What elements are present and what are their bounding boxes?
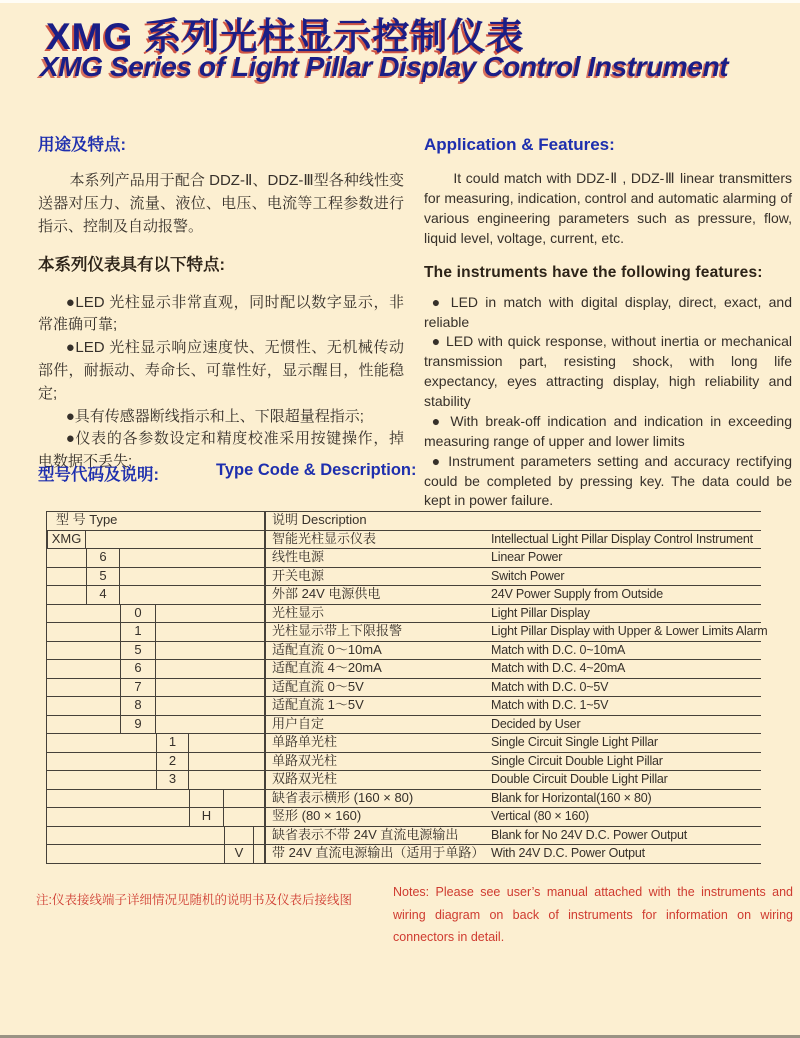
description-zh-cell: 单路双光柱 <box>272 752 338 768</box>
table-row <box>47 568 761 587</box>
type-code-cell: V <box>224 845 254 863</box>
feature-list-zh <box>38 292 404 474</box>
description-zh-cell: 适配直流 0～10mA <box>272 641 382 657</box>
table-header-row <box>47 512 761 531</box>
description-zh-cell: 单路单光柱 <box>272 734 338 749</box>
page-title-en: XMG Series of Light Pillar Display Control Instrument <box>40 51 729 82</box>
description-zh-cell: 适配直流 4～20mA <box>272 660 382 675</box>
application-heading-en: Application & Features: <box>424 135 615 154</box>
type-code-cell: 9 <box>120 716 156 734</box>
table-row <box>47 716 761 735</box>
description-zh-cell: 竖形 (80 × 160) <box>272 808 362 823</box>
description-column-header: 说明 Description <box>272 512 367 527</box>
application-paragraph-zh: 本系列产品用于配合 DDZ-Ⅱ、DDZ-Ⅲ型各种线性变送器对压力、流量、液位、电压、电流等工程参数进行指示、控制及自动报警。 <box>38 172 404 235</box>
type-code-cell: 6 <box>120 660 156 678</box>
description-en-cell: Vertical (80 × 160) <box>491 809 589 823</box>
type-code-cell: H <box>189 808 224 826</box>
table-row <box>47 697 761 716</box>
table-row <box>47 642 761 661</box>
feature-item-en: ● With break-off indication and indication in exceeding measuring range of upper and lower limits <box>424 412 792 449</box>
type-code-cell: 3 <box>156 771 189 789</box>
type-code-section-heading <box>38 461 417 484</box>
application-section-en <box>424 133 792 511</box>
description-en-cell: Light Pillar Display with Upper & Lower Limits Alarm <box>491 624 768 638</box>
type-code-cell: XMG <box>47 531 86 549</box>
description-en-cell: Blank for Horizontal(160 × 80) <box>491 790 652 805</box>
description-en-cell: Blank for No 24V D.C. Power Output <box>491 827 688 842</box>
feature-item-zh: ●LED 光柱显示响应速度快、无惯性、无机械传动部件，耐振动、寿命长、可靠性好，显示醒目，性能稳定; <box>38 339 404 402</box>
table-row <box>47 771 761 790</box>
footnote-en: Notes: Please see user’s manual attached with the instruments and wiring diagram on back of instruments for information on wiring connectors in detail. <box>393 885 793 944</box>
description-en-cell: Switch Power <box>491 568 565 583</box>
table-row <box>47 549 761 568</box>
description-en-cell: Match with D.C. 1~5V <box>491 698 609 712</box>
type-code-cell: 8 <box>120 697 156 715</box>
description-en-cell: Match with D.C. 4~20mA <box>491 661 626 675</box>
features-heading-en: The instruments have the following features: <box>424 263 763 281</box>
table-row <box>47 790 761 809</box>
description-zh-cell: 用户自定 <box>272 715 325 731</box>
type-code-table <box>46 511 768 864</box>
table-row <box>47 679 761 698</box>
description-en-cell: Single Circuit Double Light Pillar <box>491 753 663 768</box>
description-en-cell: Match with D.C. 0~10mA <box>491 642 626 657</box>
description-zh-cell: 适配直流 0～5V <box>272 678 364 694</box>
description-zh-cell: 适配直流 1～5V <box>272 697 364 712</box>
feature-item-en: ● Instrument parameters setting and accuracy rectifying could be completed by pressing key. The data could be kept in power failure. <box>424 452 792 509</box>
description-en-cell: Match with D.C. 0~5V <box>491 679 609 694</box>
type-column-header: 型 号 Type <box>56 512 118 527</box>
type-code-cell: 5 <box>86 568 120 586</box>
type-code-cell: 0 <box>120 605 156 623</box>
table-row <box>47 531 761 550</box>
feature-item-zh: ●LED 光柱显示非常直观，同时配以数字显示，非常准确可靠; <box>38 293 404 334</box>
description-en-cell: Linear Power <box>491 550 563 564</box>
application-section-zh <box>38 133 404 474</box>
footnote-zh: 注:仪表接线端子详细情况见随机的说明书及仪表后接线图 <box>36 893 352 907</box>
type-code-cell: 2 <box>156 753 189 771</box>
description-zh-cell: 线性电源 <box>272 549 325 564</box>
table-row <box>47 845 761 864</box>
application-paragraph-en: It could match with DDZ-Ⅱ , DDZ-Ⅲ linear transmitters for measuring, indication, control and automatic alarming of various engineering parameters such as pressure, flow, liquid level, voltage, current, etc. <box>424 170 792 246</box>
type-code-cell: 1 <box>120 623 156 641</box>
description-en-cell: With 24V D.C. Power Output <box>491 846 645 860</box>
page-title-zh: XMG 系列光柱显示控制仪表 <box>46 16 525 57</box>
description-zh-cell: 光柱显示带上下限报警 <box>272 623 403 638</box>
type-code-cell: 5 <box>120 642 156 660</box>
description-en-cell: 24V Power Supply from Outside <box>491 587 664 601</box>
type-code-cell <box>189 790 224 808</box>
type-code-cell: 7 <box>120 679 156 697</box>
features-heading-zh: 本系列仪表具有以下特点: <box>38 256 225 275</box>
feature-item-zh: ●仪表的各参数设定和精度校准采用按键操作，掉电数据不丢失; <box>38 430 404 471</box>
page-top-edge <box>0 0 800 3</box>
table-row <box>47 827 761 846</box>
description-en-cell: Double Circuit Double Light Pillar <box>491 772 668 786</box>
type-code-heading-zh: 型号代码及说明: <box>38 466 159 484</box>
description-zh-cell: 缺省表示横形 (160 × 80) <box>272 789 414 805</box>
type-code-cell: 1 <box>156 734 189 752</box>
description-zh-cell: 开关电源 <box>272 567 325 583</box>
type-code-cell: 4 <box>86 586 120 604</box>
type-code-cell <box>224 827 254 845</box>
description-en-cell: Intellectual Light Pillar Display Control Instrument <box>491 531 753 546</box>
type-code-heading-en: Type Code & Description: <box>216 461 417 479</box>
feature-item-zh: ●具有传感器断线指示和上、下限超量程指示; <box>65 407 364 425</box>
application-heading-zh: 用途及特点: <box>38 136 126 154</box>
table-row <box>47 753 761 772</box>
table-body <box>47 530 768 864</box>
description-en-cell: Light Pillar Display <box>491 605 590 620</box>
description-zh-cell: 带 24V 直流电源输出（适用于单路） <box>272 845 485 860</box>
table-row <box>47 660 761 679</box>
description-zh-cell: 双路双光柱 <box>272 771 338 786</box>
table-row <box>47 808 761 827</box>
table-row <box>47 605 761 624</box>
feature-list-en <box>424 293 792 512</box>
table-row <box>47 586 761 605</box>
feature-item-en: ● LED with quick response, without inertia or mechanical transmission part, resisting shock, with long life expectancy, eyes attracting display, high reliability and stability <box>424 333 792 409</box>
description-zh-cell: 智能光柱显示仪表 <box>272 530 377 546</box>
description-en-cell: Single Circuit Single Light Pillar <box>491 735 658 749</box>
description-zh-cell: 光柱显示 <box>272 604 325 620</box>
description-zh-cell: 缺省表示不带 24V 直流电源输出 <box>272 826 459 842</box>
description-en-cell: Decided by User <box>491 716 581 731</box>
table-row <box>47 734 761 753</box>
description-zh-cell: 外部 24V 电源供电 <box>272 586 381 601</box>
table-row <box>47 623 768 642</box>
type-code-cell: 6 <box>86 549 120 567</box>
feature-item-en: ● LED in match with digital display, direct, exact, and reliable <box>424 293 792 330</box>
